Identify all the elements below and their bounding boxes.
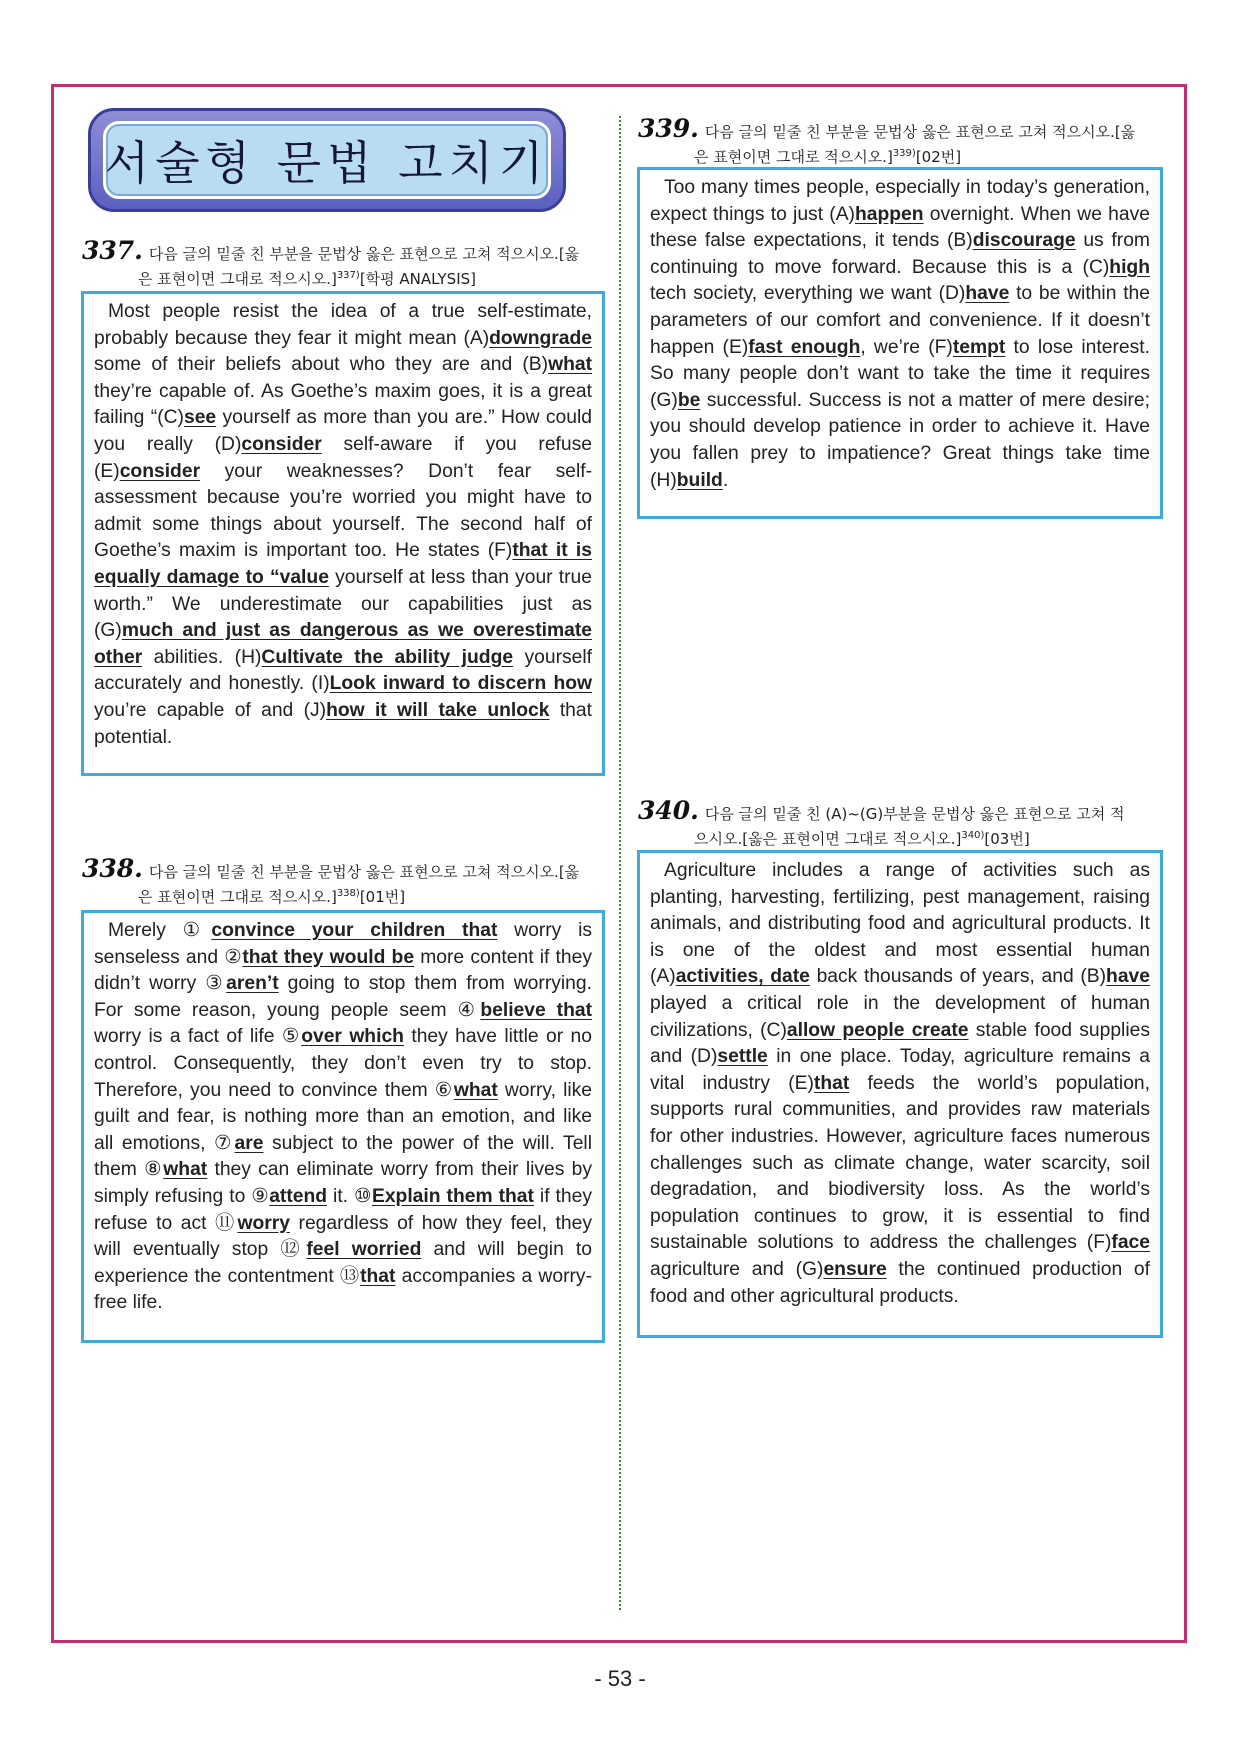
underlined-blank: ensure (823, 1258, 887, 1280)
underlined-blank: downgrade (489, 327, 592, 349)
question-ref: 340) (961, 830, 985, 841)
question-number: 340. (638, 796, 699, 825)
question-header-339 (638, 114, 1168, 168)
question-header-340 (638, 796, 1168, 850)
column-divider (619, 116, 621, 1610)
question-number: 339. (638, 114, 699, 143)
passage-text: Merely ①convince your children that worry is senseless and ②that they would be more content if they didn’t worry ③aren’t going to stop them from worrying. For some reason, young people seem ④believe that worry is a fact of life ⑤over which they have little or no control. Consequently, they don’t even try to stop. Therefore, you need to convince them ⑥what worry, like guilt and fear, is nothing more than an emotion, and like all emotions, ⑦are subject to the power of the will. Tell them ⑧what they can eliminate worry from their lives by simply refusing to ⑨attend it. ⑩Explain them that if they refuse to act ⑪worry regardless of how they feel, they will eventually stop ⑫feel worried and will begin to experience the contentment ⑬that accompanies a worry-free life. (94, 920, 593, 1314)
underlined-blank: be (677, 389, 701, 411)
underlined-blank: allow people create (786, 1019, 969, 1041)
underlined-blank: attend (269, 1185, 328, 1207)
question-ref: 337) (336, 270, 360, 281)
underlined-blank: see (183, 407, 217, 429)
underlined-blank: aren’t (226, 973, 279, 995)
question-ref: 338) (336, 888, 360, 899)
underlined-blank: face (1111, 1232, 1150, 1254)
question-source: [02번] (915, 148, 962, 166)
underlined-blank: that it is equally damage to “value (94, 540, 592, 588)
underlined-blank: happen (854, 203, 924, 225)
underlined-blank: are (234, 1132, 264, 1154)
underlined-blank: what (453, 1079, 498, 1101)
underlined-blank: Look inward to discern how (329, 673, 592, 695)
passage-box-337 (81, 291, 605, 776)
underlined-blank: that (360, 1265, 396, 1287)
underlined-blank: Explain them that (371, 1185, 534, 1207)
underlined-blank: over which (301, 1026, 404, 1048)
question-header-337 (82, 236, 612, 290)
underlined-blank: what (163, 1159, 208, 1181)
passage-text: Agriculture includes a range of activities such as planting, harvesting, fertilizing, pest management, raising animals, and distributing food and agricultural products. It is one of the oldest and most essential human (A)activities, date back thousands of years, and (B)have played a critical role in the development of human civilizations, (C)allow people create stable food supplies and (D)settle in one place. Today, agriculture remains a vital industry (E)that feeds the world’s population, supports rural communities, and provides raw materials for other industries. However, agriculture faces numerous challenges such as climate change, water scarcity, soil degradation, and biodiversity loss. As the world’s population continues to grow, it is essential to find sustainable solutions to address the challenges (F)face agriculture and (G)ensure the continued production of food and other agricultural products. (650, 860, 1151, 1307)
question-source: [03번] (984, 830, 1030, 848)
underlined-blank: convince your children that (211, 920, 498, 941)
question-instruction-cont: 은 표현이면 그대로 적으시오.] (138, 888, 337, 906)
question-instruction-cont: 은 표현이면 그대로 적으시오.] (694, 148, 893, 166)
question-ref: 339) (892, 148, 916, 159)
passage-box-340 (637, 850, 1163, 1338)
question-source: [학평 ANALYSIS] (359, 270, 477, 288)
passage-text: Most people resist the idea of a true self-estimate, probably because they fear it might mean (A)downgrade some of their beliefs about who they are and (B)what they’re capable of. As Goethe’s maxim goes, it is a great failing “(C)see yourself as more than you are.” How could you really (D)consider self-aware if you refuse (E)consider your weaknesses? Don’t fear self-assessment because you’re worried you might have to admit some things about yourself. The second half of Goethe’s maxim is important too. He states (F)that it is equally damage to “value yourself at less than your true worth.” We underestimate our capabilities just as (G)much and just as dangerous as we overestimate other abilities. (H)Cultivate the ability judge yourself accurately and honestly. (I)Look inward to discern how you’re capable of and (J)how it will take unlock that potential. (94, 301, 593, 748)
underlined-blank: tempt (952, 336, 1006, 358)
question-instruction: 다음 글의 밑줄 친 부분을 문법상 옳은 표현으로 고쳐 적으시오.[옳 (704, 123, 1136, 141)
underlined-blank: that (813, 1072, 850, 1094)
underlined-blank: have (965, 283, 1010, 305)
underlined-blank: that they would be (242, 946, 415, 968)
underlined-blank: Cultivate the ability judge (261, 646, 514, 668)
underlined-blank: build (676, 469, 723, 491)
underlined-blank: how it will take unlock (326, 699, 550, 721)
page-number: - 53 - (594, 1666, 646, 1691)
question-instruction: 다음 글의 밑줄 친 (A)~(G)부분을 문법상 옳은 표현으로 고쳐 적 (704, 805, 1125, 823)
page-title: 서술형 문법 고치기 (104, 136, 550, 190)
question-instruction: 다음 글의 밑줄 친 부분을 문법상 옳은 표현으로 고쳐 적으시오.[옳 (148, 245, 580, 263)
underlined-blank: fast enough (748, 336, 861, 358)
underlined-blank: discourage (972, 230, 1076, 252)
underlined-blank: consider (241, 433, 322, 455)
underlined-blank: much and just as dangerous as we overestimate other (94, 620, 592, 668)
underlined-blank: settle (717, 1046, 768, 1068)
passage-text: Too many times people, especially in today’s generation, expect things to just (A)happen overnight. When we have these false expectations, it tends (B)discourage us from continuing to move forward. Because this is a (C)high tech society, everything we want (D)have to be within the parameters of our comfort and convenience. If it doesn’t happen (E)fast enough, we’re (F)tempt to lose interest. So many people don’t want to take the time it requires (G)be successful. Success is not a matter of mere desire; you should develop patience in order to achieve it. Have you fallen prey to impatience? Great things take time (H)build. (650, 177, 1151, 491)
question-number: 337. (82, 236, 143, 265)
question-instruction-cont: 은 표현이면 그대로 적으시오.] (138, 270, 337, 288)
underlined-blank: activities, date (675, 966, 810, 988)
underlined-blank: consider (119, 460, 201, 482)
underlined-blank: feel worried (306, 1239, 422, 1261)
title-banner (88, 108, 566, 212)
question-source: [01번] (359, 888, 406, 906)
underlined-blank: high (1109, 256, 1150, 278)
underlined-blank: what (548, 354, 592, 376)
underlined-blank: have (1106, 966, 1150, 988)
passage-box-339 (637, 167, 1163, 519)
question-instruction-cont: 으시오.[옳은 표현이면 그대로 적으시오.] (694, 830, 962, 848)
passage-box-338 (81, 910, 605, 1343)
question-number: 338. (82, 854, 143, 883)
underlined-blank: worry (237, 1212, 290, 1234)
question-instruction: 다음 글의 밑줄 친 부분을 문법상 옳은 표현으로 고쳐 적으시오.[옳 (148, 863, 580, 881)
question-header-338 (82, 854, 612, 908)
title-banner-inner (103, 121, 551, 199)
underlined-blank: believe that (480, 999, 592, 1021)
